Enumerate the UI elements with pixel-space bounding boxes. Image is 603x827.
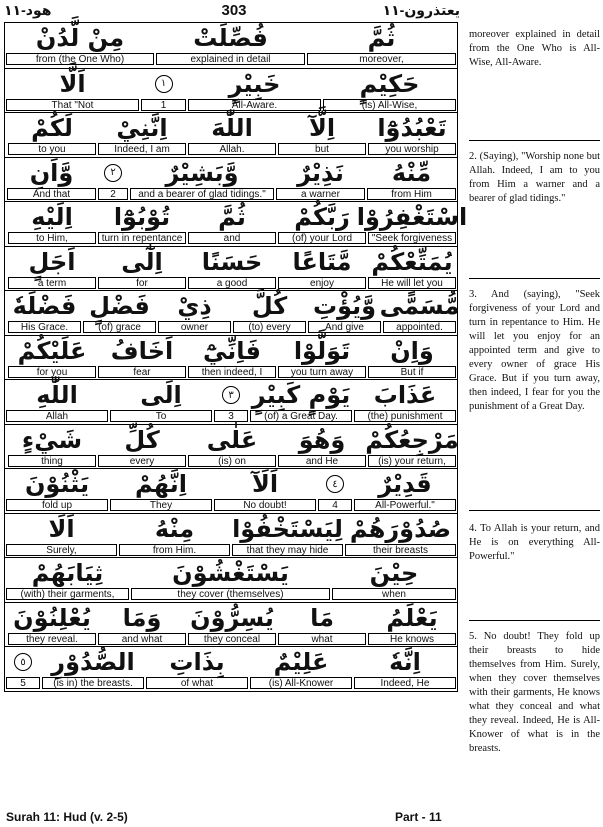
word-translation: Surely, [6, 544, 117, 556]
arabic-word: عَلَيْكُمْ [17, 336, 87, 365]
page-header [4, 2, 600, 22]
arabic-word: يَسْتَغْشُوْنَ [172, 559, 289, 587]
verse-end-icon: ٣ [222, 386, 240, 404]
arabic-word: ثُمَّ [218, 203, 246, 231]
translation-line [5, 588, 457, 602]
side-divider [469, 620, 600, 621]
arabic-word: اِلَى [140, 381, 182, 409]
word-translation: (of) your Lord [278, 232, 366, 244]
word-translation: of what [146, 677, 248, 689]
arabic-word: فُصِّلَتْ [193, 24, 268, 52]
verse-row [5, 68, 457, 113]
word-translation: appointed. [383, 321, 456, 333]
verse-end-icon: ١ [155, 75, 173, 93]
translation-line [5, 99, 457, 113]
arabic-word: يَثْنُوْنَ [24, 470, 90, 498]
translation-line [5, 544, 457, 558]
verse-number-cell: 4 [318, 499, 352, 511]
translation-line [5, 321, 457, 335]
word-translation: then indeed, I [188, 366, 276, 378]
arabic-word: كُلَّ [251, 292, 288, 320]
arabic-line [5, 202, 468, 232]
word-translation: That "Not [6, 99, 139, 111]
header-left-title: هود-١١ [4, 2, 52, 18]
arabic-word: لِيَسْتَخْفُوْا [232, 514, 343, 543]
verse-row [5, 424, 457, 469]
word-translation: (to) every [233, 321, 306, 333]
word-translation: and what [98, 633, 186, 645]
word-translation: and a bearer of glad tidings." [130, 188, 274, 200]
word-translation: "Seek forgiveness [368, 232, 456, 244]
footer-surah: Surah 11: Hud (v. 2-5) [6, 810, 128, 824]
arabic-word: تُوْبُوْٓا [113, 203, 171, 231]
arabic-word: اللّٰهِ [36, 381, 78, 409]
side-paragraph-5: 5. No doubt! They fold up their breasts to hide themselves from Him. Surely, when they cover themselves with their garments, He knows what they conceal and what they reveal. Indeed, He is All-Knower of what is in the breasts. [469, 631, 600, 754]
arabic-word: حِيْنَ [369, 559, 419, 587]
arabic-word: وَّبَشِيْرٌ [165, 158, 239, 187]
verse-marker [213, 380, 249, 410]
word-translation: owner [158, 321, 231, 333]
translation-line [5, 188, 457, 202]
translation-line [5, 143, 457, 157]
side-paragraph-1: moreover explained in detail from the One Who is All-Wise, All-Aware. [469, 29, 600, 68]
verse-row [5, 557, 457, 602]
arabic-word: تَوَلَّوْا [293, 336, 351, 365]
arabic-word: شَيْءٍ [21, 425, 83, 454]
side-divider [469, 140, 600, 141]
arabic-word: يُمَتِّعْكُمْ [371, 247, 453, 276]
arabic-word: اِلٰٓى [121, 247, 163, 276]
arabic-word: يُسِرُّوْنَ [190, 603, 274, 632]
arabic-word: عَلِيْمٌ [273, 648, 329, 676]
verse-row [5, 290, 460, 335]
word-translation: Allah. [188, 143, 276, 155]
translation-line [5, 410, 457, 424]
footer-part: Part - 11 [395, 810, 442, 824]
word-translation: All-Powerful." [354, 499, 456, 511]
verse-row [5, 157, 457, 202]
verse-row [5, 602, 457, 647]
arabic-line [5, 23, 457, 53]
word-translation: from Him. [119, 544, 230, 556]
arabic-word: اِنَّنِيْ [116, 114, 168, 142]
arabic-word: اَلَّا [59, 69, 86, 98]
arabic-line [5, 514, 457, 544]
verse-row [5, 379, 457, 424]
word-translation: they cover (themselves) [131, 588, 330, 600]
verse-row [5, 201, 468, 246]
arabic-word: يُعْلِنُوْنَ [13, 603, 91, 632]
verse-number-cell: 2 [98, 188, 128, 200]
word-translation: to Him, [8, 232, 96, 244]
word-translation: (is) All-Knower [250, 677, 352, 689]
verse-number-cell: 3 [214, 410, 248, 422]
word-translation: and He [278, 455, 366, 467]
arabic-word: وَّيُؤْتِ [312, 292, 377, 320]
verse-row [5, 513, 457, 558]
verse-marker [317, 469, 353, 499]
arabic-word: اَلَآ [251, 470, 279, 498]
arabic-word: رَبَّكُمْ [294, 203, 350, 231]
arabic-word: اِلَيْهِ [31, 203, 73, 231]
arabic-word: فَاِنِّيْٓ [202, 336, 262, 365]
arabic-word: ذِيْ [177, 292, 212, 320]
arabic-word: اِنَّهٗ [389, 648, 421, 676]
arabic-word: وَمَا [122, 603, 162, 632]
word-translation: enjoy [278, 277, 366, 289]
word-translation: what [278, 633, 366, 645]
word-translation: for you [8, 366, 96, 378]
word-translation: a term [8, 277, 96, 289]
arabic-word: اسْتَغْفِرُوْا [356, 203, 468, 231]
arabic-word: يَوْمٍ كَبِيْرٍ [251, 381, 351, 409]
verse-row [5, 646, 457, 691]
arabic-word: صُدُوْرَهُمْ [349, 514, 452, 543]
word-translation: from (the One Who) [6, 53, 154, 65]
translation-line [5, 53, 457, 67]
translation-line [5, 677, 457, 691]
arabic-word: مِنْهُ [154, 514, 195, 543]
arabic-word: عَذَابَ [373, 381, 437, 409]
arabic-word: وَهُوَ [298, 425, 346, 454]
arabic-word: حَسَنًا [201, 247, 263, 276]
word-translation: for [98, 277, 186, 289]
word-translation: they conceal [188, 633, 276, 645]
arabic-line [5, 469, 457, 499]
verse-end-icon: ٤ [326, 475, 344, 493]
arabic-word: خَبِيْرٍ [228, 69, 281, 98]
arabic-line [5, 558, 457, 588]
word-translation: fold up [6, 499, 108, 511]
word-translation: Indeed, He [354, 677, 456, 689]
side-paragraph-2: 2. (Saying), "Worship none but Allah. Indeed, I am to you from Him a warner and a bearer of glad tidings." [469, 151, 600, 204]
word-translation: (the) punishment [354, 410, 456, 422]
translation-line [5, 232, 457, 246]
arabic-line [5, 113, 457, 143]
word-translation: moreover, [307, 53, 456, 65]
word-translation: He will let you [368, 277, 456, 289]
word-translation: They [110, 499, 212, 511]
word-translation: and [188, 232, 276, 244]
arabic-word: مَا [310, 603, 334, 632]
word-translation: you worship [368, 143, 456, 155]
word-translation: And give [308, 321, 381, 333]
word-translation: No doubt! [214, 499, 316, 511]
arabic-word: مَّتَاعًا [292, 247, 352, 276]
word-translation: that they may hide [232, 544, 343, 556]
arabic-word: فَضْلَهٗ [12, 292, 77, 320]
word-translation: His Grace. [8, 321, 81, 333]
word-translation: a warner [276, 188, 365, 200]
arabic-word: اَلَا [48, 514, 75, 543]
word-translation: And that [7, 188, 96, 200]
arabic-word: كُلِّ [124, 425, 160, 454]
word-translation: a good [188, 277, 276, 289]
word-translation: thing [8, 455, 96, 467]
word-translation: explained in detail [156, 53, 305, 65]
arabic-word: لَكُمْ [31, 114, 73, 142]
arabic-word: اَجَلٍ [28, 247, 76, 276]
word-translation: (is in) the breasts. [42, 677, 144, 689]
arabic-word: وَاِنْ [390, 336, 434, 365]
arabic-word: ثِيَابَهُمْ [31, 559, 104, 587]
word-translation: Allah [6, 410, 108, 422]
verse-row [5, 23, 457, 68]
translation-line [5, 277, 457, 291]
arabic-line [5, 69, 457, 99]
verse-end-icon: ٥ [14, 653, 32, 671]
arabic-word: مِّنْهُ [391, 158, 432, 187]
arabic-line [5, 380, 457, 410]
word-translation: you turn away [278, 366, 366, 378]
verse-row [5, 112, 457, 157]
side-divider [469, 510, 600, 511]
arabic-word: يَعْلَمُ [386, 603, 438, 632]
page-number: 303 [221, 2, 247, 19]
arabic-word: اِنَّهُمْ [135, 470, 187, 498]
word-translation: but [278, 143, 366, 155]
verse-marker [5, 647, 41, 677]
arabic-line [5, 291, 460, 321]
arabic-word: اَخَافُ [110, 336, 174, 365]
side-paragraph-4: 4. To Allah is your return, and He is on everything All-Powerful." [469, 523, 600, 562]
word-translation: they reveal. [8, 633, 96, 645]
arabic-line [5, 247, 457, 277]
arabic-line [5, 425, 457, 455]
arabic-word: مَرْجِعُكُمْ [365, 425, 459, 454]
word-translation: to you [8, 143, 96, 155]
arabic-line [5, 158, 457, 188]
word-translation: fear [98, 366, 186, 378]
word-translation: when [332, 588, 456, 600]
word-translation: To [110, 410, 212, 422]
arabic-word: تَعْبُدُوْٓا [377, 114, 447, 142]
verse-number-cell: 1 [141, 99, 186, 111]
verse-row [5, 246, 457, 291]
word-translation: (of) grace [83, 321, 156, 333]
verse-marker [97, 158, 129, 188]
word-by-word-grid [4, 22, 468, 692]
arabic-line [5, 647, 457, 677]
arabic-word: عَلٰى [206, 425, 258, 454]
arabic-word: قَدِيْرٌ [378, 470, 432, 498]
translation-line [5, 455, 457, 469]
word-translation: (of) a Great Day. [250, 410, 352, 422]
word-translation: (is) All-Wise, [323, 99, 456, 111]
translation-line [5, 366, 457, 380]
arabic-line [5, 603, 457, 633]
arabic-word: اِلَّآ [308, 114, 336, 142]
word-translation: from Him [367, 188, 456, 200]
verse-row [5, 335, 457, 380]
arabic-line [5, 336, 457, 366]
verse-number-cell: 5 [6, 677, 40, 689]
arabic-word: بِذَاتِ [169, 648, 225, 676]
verse-end-icon: ٢ [104, 164, 122, 182]
word-translation: (with) their garments, [6, 588, 129, 600]
arabic-word: نَذِيْرٌ [297, 158, 344, 187]
word-translation: But if [368, 366, 456, 378]
arabic-word: فَضْلٍ [89, 292, 150, 320]
word-translation: their breasts [345, 544, 456, 556]
word-translation: (is) on [188, 455, 276, 467]
arabic-word: الصُّدُوْرِ [51, 648, 135, 676]
word-translation: He knows [368, 633, 456, 645]
translation-line [5, 499, 457, 513]
arabic-word: حَكِيْمٍ [359, 69, 420, 98]
verse-marker [140, 69, 187, 99]
arabic-word: وَّاَنِ [29, 158, 74, 187]
word-translation: All-Aware. [188, 99, 321, 111]
word-translation: every [98, 455, 186, 467]
side-divider [469, 278, 600, 279]
arabic-word: اللّٰهَ [211, 114, 253, 142]
word-translation: (is) your return, [368, 455, 456, 467]
arabic-word: ثُمَّ [367, 24, 396, 52]
arabic-word: مِنْ لَّدُنْ [35, 24, 125, 52]
word-translation: Indeed, I am [98, 143, 186, 155]
header-right-title: يعتذرون-١١ [382, 2, 460, 18]
translation-line [5, 633, 457, 647]
word-translation: turn in repentance [98, 232, 186, 244]
arabic-word: مُّسَمًّى [379, 292, 460, 320]
verse-row [5, 468, 457, 513]
side-paragraph-3: 3. And (saying), "Seek forgiveness of your Lord and turn in repentance to Him. He will let you enjoy for an appointed term and give to every owner of grace His Grace. But if you turn away, then indeed, I fear for you the punishment of a Great Day. [469, 289, 600, 412]
